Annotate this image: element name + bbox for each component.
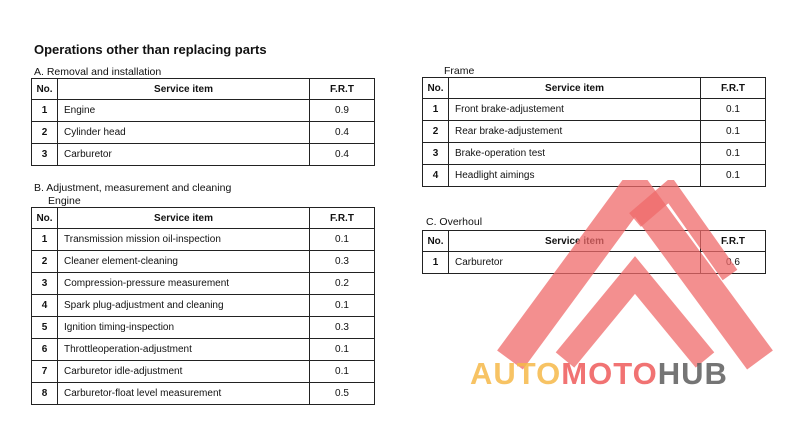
frt-value: 0.1	[310, 295, 375, 317]
section-b-sublabel: Engine	[48, 195, 81, 207]
table-row	[32, 295, 375, 317]
table-row	[32, 383, 375, 405]
service-item: Front brake-adjustement	[449, 99, 701, 121]
frt-value: 0.6	[701, 252, 766, 274]
service-item: Carburetor idle-adjustment	[58, 361, 310, 383]
column-header-service-item: Service item	[58, 208, 310, 229]
row-number: 4	[32, 295, 58, 317]
frt-value: 0.1	[310, 229, 375, 251]
frt-value: 0.1	[310, 361, 375, 383]
table-row	[32, 229, 375, 251]
column-header-no: No.	[423, 78, 449, 99]
service-item: Carburetor	[449, 252, 701, 274]
service-item: Throttleoperation-adjustment	[58, 339, 310, 361]
table-row	[32, 339, 375, 361]
frt-value: 0.1	[310, 339, 375, 361]
column-header-service-item: Service item	[58, 79, 310, 100]
column-header-frt: F.R.T	[310, 208, 375, 229]
section-c-label: C. Overhoul	[426, 216, 483, 228]
overhoul-table	[422, 230, 766, 274]
service-item: Compression-pressure measurement	[58, 273, 310, 295]
column-header-frt: F.R.T	[310, 79, 375, 100]
frt-value: 0.3	[310, 317, 375, 339]
removal-installation-table	[31, 78, 375, 166]
frt-value: 0.9	[310, 100, 375, 122]
table-row	[423, 165, 766, 187]
row-number: 3	[423, 143, 449, 165]
row-number: 1	[32, 229, 58, 251]
column-header-service-item: Service item	[449, 231, 701, 252]
row-number: 2	[32, 251, 58, 273]
service-item: Ignition timing-inspection	[58, 317, 310, 339]
column-header-no: No.	[32, 79, 58, 100]
service-item: Cylinder head	[58, 122, 310, 144]
column-header-frt: F.R.T	[701, 231, 766, 252]
table-header-row	[32, 79, 375, 100]
table-row	[32, 144, 375, 166]
frt-value: 0.4	[310, 144, 375, 166]
service-item: Carburetor-float level measurement	[58, 383, 310, 405]
service-item: Rear brake-adjustement	[449, 121, 701, 143]
adjustment-measurement-table	[31, 207, 375, 405]
row-number: 1	[423, 252, 449, 274]
service-item: Brake-operation test	[449, 143, 701, 165]
automotohub-watermark	[470, 356, 728, 392]
frt-value: 0.3	[310, 251, 375, 273]
row-number: 3	[32, 144, 58, 166]
table-row	[32, 251, 375, 273]
frame-label: Frame	[444, 65, 475, 77]
service-item: Spark plug-adjustment and cleaning	[58, 295, 310, 317]
column-header-service-item: Service item	[449, 78, 701, 99]
column-header-no: No.	[423, 231, 449, 252]
column-header-no: No.	[32, 208, 58, 229]
frt-value: 0.1	[701, 165, 766, 187]
watermark-auto-text: AUTO	[470, 356, 562, 391]
watermark-hub-text: HUB	[657, 356, 728, 391]
frt-value: 0.1	[701, 121, 766, 143]
row-number: 1	[32, 100, 58, 122]
row-number: 3	[32, 273, 58, 295]
row-number: 5	[32, 317, 58, 339]
table-header-row	[423, 78, 766, 99]
section-a-label: A. Removal and installation	[34, 66, 162, 78]
table-row	[423, 99, 766, 121]
row-number: 6	[32, 339, 58, 361]
frt-value: 0.5	[310, 383, 375, 405]
frt-value: 0.1	[701, 143, 766, 165]
row-number: 1	[423, 99, 449, 121]
frt-value: 0.1	[701, 99, 766, 121]
row-number: 4	[423, 165, 449, 187]
row-number: 2	[32, 122, 58, 144]
page-heading: Operations other than replacing parts	[34, 42, 267, 57]
table-row	[423, 143, 766, 165]
section-b-label: B. Adjustment, measurement and cleaning	[34, 182, 232, 194]
service-item: Transmission mission oil-inspection	[58, 229, 310, 251]
table-row	[32, 100, 375, 122]
column-header-frt: F.R.T	[701, 78, 766, 99]
table-header-row	[423, 231, 766, 252]
frame-table	[422, 77, 766, 187]
table-header-row	[32, 208, 375, 229]
service-item: Headlight aimings	[449, 165, 701, 187]
service-item: Cleaner element-cleaning	[58, 251, 310, 273]
table-row	[32, 273, 375, 295]
table-row	[423, 121, 766, 143]
row-number: 2	[423, 121, 449, 143]
table-row	[32, 317, 375, 339]
table-row	[32, 361, 375, 383]
row-number: 7	[32, 361, 58, 383]
table-row	[423, 252, 766, 274]
frt-value: 0.2	[310, 273, 375, 295]
service-item: Engine	[58, 100, 310, 122]
service-item: Carburetor	[58, 144, 310, 166]
table-row	[32, 122, 375, 144]
frt-value: 0.4	[310, 122, 375, 144]
row-number: 8	[32, 383, 58, 405]
watermark-moto-text: MOTO	[561, 356, 658, 391]
